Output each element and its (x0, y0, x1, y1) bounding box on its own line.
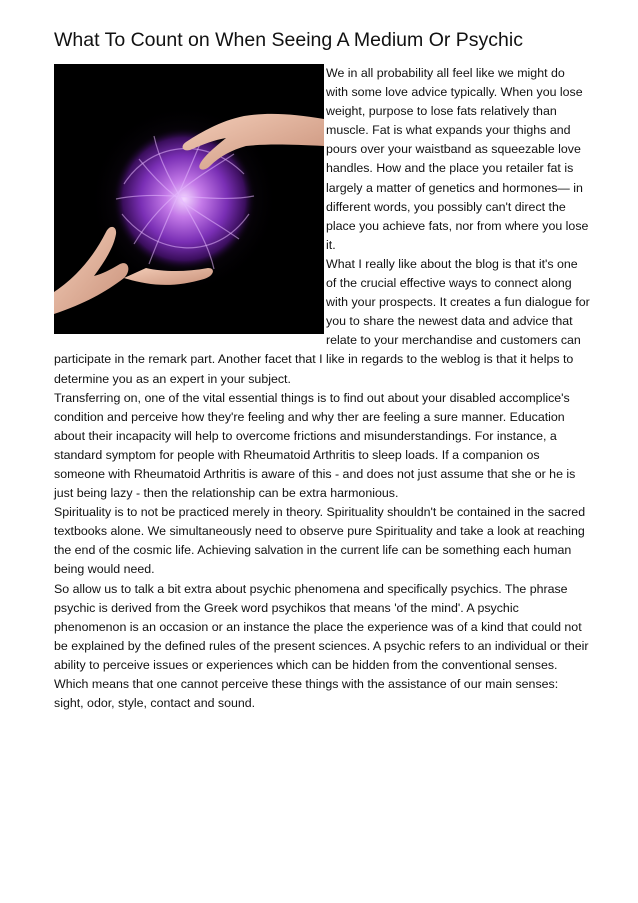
paragraph-2: What I really like about the blog is that it's one of the crucial effective ways to connect along with your prospects. It creates a fun dialogue for you to share the newest data and advice that relate to your merchandise and customers can participate in the remark part. Another facet that I like in regards to the weblog is that it helps to determine you as an expert in your subject. (54, 256, 590, 386)
hero-illustration (54, 64, 324, 334)
paragraph-4: Spirituality is to not be practiced merely in theory. Spirituality shouldn't be contained in the sacred textbooks alone. We simultaneously need to observe pure Spirituality and take a look at reaching the end of the cosmic life. Achieving salvation in the current life can be something each human being would need. (54, 505, 586, 577)
paragraph-5: So allow us to talk a bit extra about psychic phenomena and specifically psychics. The phrase psychic is derived from the Greek word psychikos that means 'of the mind'. A psychic phenomenon is an occasion or an instance the place the experience was of a kind that could not be explained by the defined rules of the present sciences. A psychic refers to an individual or their ability to perceive issues or experiences which can be hidden from the conventional senses. Which means that one cannot perceive these things with the assistance of our main senses: sight, odor, style, contact and sound. (54, 581, 589, 711)
paragraph-1: We in all probability all feel like we might do with some love advice typically. When you lose weight, purpose to lose fats relatively than muscle. Fat is what expands your thighs and pours over your waistband as squeezable love handles. How and the place you retailer fat is largely a matter of genetics and hormones— in different words, you possibly can't direct the place you achieve fats, nor from where you lose it. (326, 66, 589, 252)
hands-energy-orb-image (54, 64, 324, 334)
page-title: What To Count on When Seeing A Medium Or Psychic (54, 29, 523, 51)
paragraph-3: Transferring on, one of the vital essential things is to find out about your disabled accomplice's condition and perceive how they're feeling and why ther are feeling a sure manner. Education about their incapacity will help to overcome frictions and misunderstandings. For instance, a standard symptom for people with Rheumatoid Arthritis to sleep loads. If a companion os someone with Rheumatoid Arthritis is aware of this - and does not just assume that she or he is just being lazy - then the relationship can be extra harmonious. (54, 390, 576, 501)
article-body (54, 64, 590, 713)
